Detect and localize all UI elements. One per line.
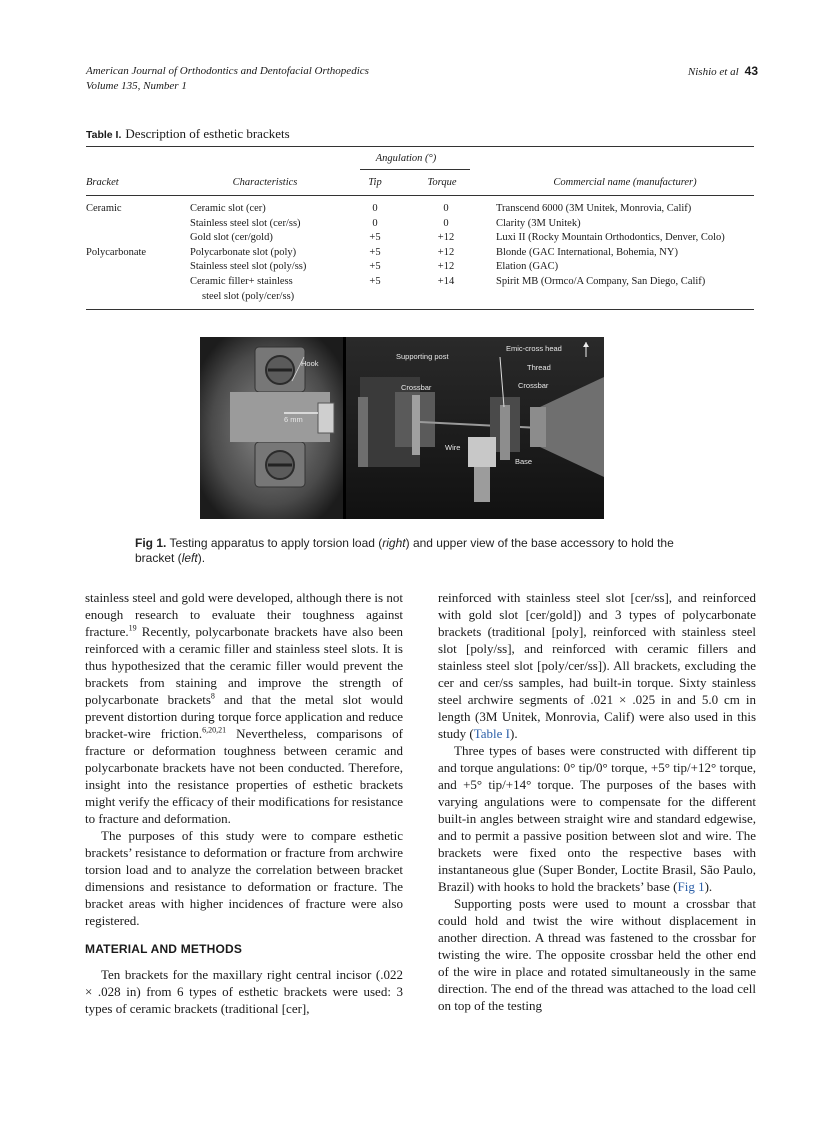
cell-tip: 0	[372, 217, 378, 229]
label-emic-cross-head: Emic-cross head	[506, 344, 562, 353]
text: ).	[704, 879, 713, 894]
text: and that the metal slot would prevent distortion during torque force application and reduce bracket-wire friction.	[85, 692, 403, 741]
cell-torque: +14	[437, 276, 455, 287]
table-header-rule	[86, 195, 754, 196]
author-line: Nishio et al	[687, 66, 739, 78]
cell-characteristics: Stainless steel slot (poly/ss)	[190, 261, 307, 273]
text: Recently, polycarbonate brackets have also been reinforced with a ceramic filler and stainless steel slots. It is thus hypothesized that the ceramic filler would prevent the brackets from staining and improve the strength of polycarbonate brackets	[85, 624, 403, 707]
figure-label: Fig 1.	[135, 536, 167, 550]
cell-torque: +12	[437, 232, 455, 244]
label-6mm: 6 mm	[284, 415, 303, 424]
label-thread: Thread	[527, 363, 551, 372]
angulation-header: Angulation (°)	[375, 153, 437, 164]
table-link[interactable]: Table I	[473, 726, 511, 741]
label-wire: Wire	[445, 443, 461, 452]
label-crossbar-right: Crossbar	[518, 381, 549, 390]
table-label: Table I.	[86, 129, 122, 141]
text: Three types of bases were constructed with different tip and torque angulations: 0° tip/0° torque, +5° tip/+12° torque, and +5° tip/+14° torque. The purposes of the bases with varying angulations were to compensate for the different built-in angles between straight wire and standard edgewise, and to permit a passive position between slot and wire. The brackets were fixed onto the respective bases with instantaneous glue (Super Bonder, Loctite Brasil, São Paulo, Brazil) with hooks to hold the brackets’ base (	[438, 743, 756, 894]
paragraph	[438, 589, 756, 742]
text: Nevertheless, comparisons of fracture or deformation toughness between ceramic and polycarbonate brackets have not been conducted. Therefore, insight into the resistance properties of esthetic brackets might verify the efficacy of their modifications for resistance to fracture and deformation.	[85, 726, 403, 826]
caption-text: ) and upper view of the base accessory to hold the bracket (	[135, 536, 674, 565]
section-heading: MATERIAL AND METHODS	[85, 942, 243, 956]
label-hook: Hook	[301, 359, 319, 368]
text: ).	[510, 726, 518, 741]
cell-commercial-name: Transcend 6000 (3M Unitek, Monrovia, Calif)	[496, 203, 692, 214]
journal-title: American Journal of Orthodontics and Dentofacial Orthopedics	[86, 65, 369, 77]
journal-volume: Volume 135, Number 1	[86, 80, 187, 92]
caption-text: Testing apparatus to apply torsion load (	[169, 536, 383, 550]
col-header-commercial-name: Commercial name (manufacturer)	[553, 177, 697, 188]
cell-characteristics: Ceramic slot (cer)	[190, 203, 266, 214]
right-column	[438, 589, 756, 1014]
cell-tip: +5	[369, 232, 381, 244]
paragraph: The purposes of this study were to compare esthetic brackets’ resistance to deformation or fracture from archwire torsion load and to analyze the correlation between bracket dimensions and resistance to deformation or fracture. The bracket areas with higher incidences of fracture were also registered.	[85, 828, 403, 928]
citation: 8	[210, 691, 215, 701]
running-header	[86, 64, 369, 94]
text: stainless steel and gold were developed, although there is not enough research to evaluate their toughness against fracture.	[85, 590, 403, 639]
cell-tip: +5	[369, 246, 381, 258]
cell-commercial-name: Spirit MB (Ormco/A Company, San Diego, Calif)	[496, 276, 706, 287]
table-caption	[86, 126, 290, 142]
figure-photo	[200, 337, 604, 519]
angulation-rule	[360, 169, 470, 170]
cell-commercial-name: Blonde (GAC International, Bohemia, NY)	[496, 246, 678, 258]
cell-torque: +12	[437, 261, 455, 273]
caption-right: right	[382, 536, 406, 550]
figure-caption	[135, 536, 715, 566]
citation: 6,20,21	[202, 725, 227, 735]
paragraph: Ten brackets for the maxillary right central incisor (.022 × .028 in) from 6 types of esthetic brackets were used: 3 types of ceramic brackets (traditional [cer],	[85, 967, 403, 1016]
caption-left: left	[181, 551, 198, 565]
left-column	[85, 589, 403, 1017]
figure-link[interactable]: Fig 1	[677, 879, 705, 894]
cell-characteristics: Stainless steel slot (cer/ss)	[190, 217, 301, 229]
cell-characteristics: Gold slot (cer/gold)	[190, 232, 273, 244]
header-right	[688, 64, 758, 78]
cell-bracket: Ceramic	[86, 203, 122, 214]
citation: 19	[128, 623, 137, 633]
label-supporting-post: Supporting post	[396, 352, 449, 361]
paragraph: Supporting posts were used to mount a crossbar that could hold and twist the wire without displacement in another direction. A thread was fastened to the crossbar for twisting the wire. The opposite crossbar held the other end of the wire in place and rotated simultaneously in the same direction. The end of the thread was attached to the load cell on top of the testing	[438, 896, 756, 1013]
cell-commercial-name: Luxi II (Rocky Mountain Orthodontics, Denver, Colo)	[496, 232, 725, 244]
table-top-rule	[86, 146, 754, 147]
caption-text: ).	[197, 551, 206, 565]
label-crossbar-left: Crossbar	[401, 383, 432, 392]
cell-commercial-name: Clarity (3M Unitek)	[496, 217, 581, 229]
cell-torque: 0	[443, 217, 449, 229]
cell-tip: 0	[372, 203, 378, 214]
cell-characteristics-cont: steel slot (poly/cer/ss)	[202, 290, 295, 302]
table-title: Description of esthetic brackets	[125, 126, 290, 141]
cell-torque: 0	[443, 203, 449, 214]
col-header-tip: Tip	[368, 177, 382, 188]
paragraph	[438, 742, 756, 895]
col-header-characteristics: Characteristics	[232, 177, 298, 188]
cell-commercial-name: Elation (GAC)	[496, 261, 559, 273]
cell-characteristics: Ceramic filler+ stainless	[190, 276, 293, 287]
cell-tip: +5	[369, 261, 381, 273]
table-bottom-rule	[86, 309, 754, 310]
label-base: Base	[515, 457, 533, 466]
cell-characteristics: Polycarbonate slot (poly)	[190, 246, 297, 258]
text: reinforced with stainless steel slot [cer/ss], and reinforced with gold slot [cer/gold]) and 3 types of polycarbonate brackets (traditional [poly], reinforced with stainless steel slot [poly/ss], and reinforced with ceramic fillers and stainless steel slot [poly/cer/ss]). All brackets, excluding the cer and cer/ss samples, had built-in torque. Sixty stainless steel archwire segments of .021 × .025 in and 5.0 cm in length (3M Unitek, Monrovia, Calif) were also used in this study (	[438, 590, 756, 741]
cell-torque: +12	[437, 246, 455, 258]
page-number: 43	[744, 64, 758, 78]
col-header-bracket: Bracket	[86, 177, 119, 188]
paragraph	[85, 589, 403, 827]
cell-tip: +5	[369, 276, 381, 287]
col-header-torque: Torque	[427, 177, 457, 188]
cell-bracket: Polycarbonate	[86, 246, 147, 258]
